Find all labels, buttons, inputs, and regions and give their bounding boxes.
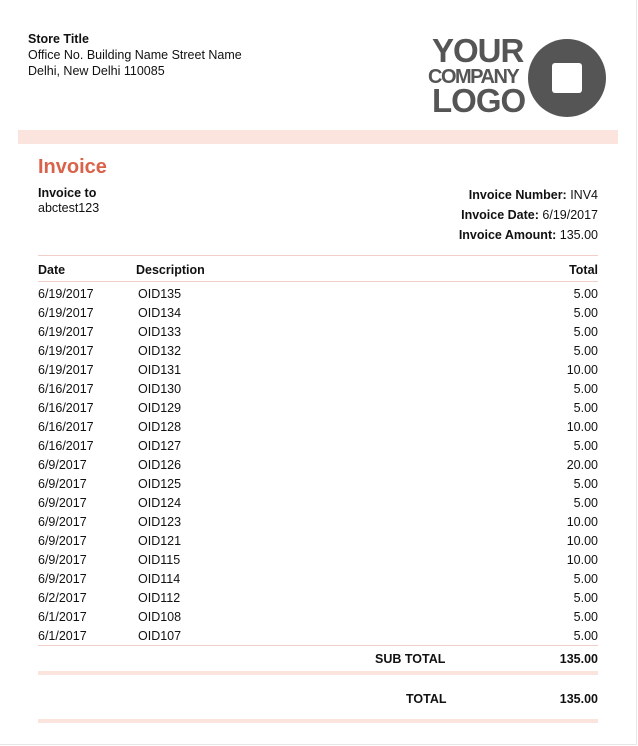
row-description: OID134 [138,306,182,320]
row-total: 5.00 [573,477,598,491]
table-row [38,439,598,458]
row-date: 6/19/2017 [38,363,94,377]
invoice-date-label: Invoice Date: [461,208,539,222]
invoice-to-label: Invoice to [38,186,97,200]
row-total: 5.00 [573,306,598,320]
row-date: 6/9/2017 [38,458,87,472]
header-band [18,130,618,144]
table-row [38,534,598,553]
table-row [38,325,598,344]
row-date: 6/19/2017 [38,287,94,301]
store-address-line2: Delhi, New Delhi 110085 [28,64,165,78]
table-row [38,458,598,477]
table-row [38,420,598,439]
row-description: OID131 [138,363,182,377]
row-total: 10.00 [566,534,598,548]
row-total: 5.00 [573,344,598,358]
subtotal-divider [38,671,598,675]
row-description: OID130 [138,382,182,396]
subtotal-label: SUB TOTAL [375,652,446,666]
invoice-number [469,188,598,202]
row-total: 5.00 [573,382,598,396]
row-description: OID115 [138,553,181,567]
row-date: 6/9/2017 [38,572,87,586]
row-description: OID124 [138,496,182,510]
row-total: 10.00 [566,553,598,567]
row-description: OID108 [138,610,182,624]
row-description: OID135 [138,287,182,301]
row-date: 6/9/2017 [38,496,87,510]
row-total: 5.00 [573,572,598,586]
row-description: OID112 [138,591,181,605]
row-date: 6/16/2017 [38,401,94,415]
invoice-to-value: abctest123 [38,201,100,215]
table-bottom-divider [38,645,598,646]
invoice-date-value: 6/19/2017 [542,208,598,222]
row-date: 6/16/2017 [38,420,94,434]
logo-circle-icon [528,39,606,117]
table-row [38,363,598,382]
invoice-line-items [38,287,598,648]
row-description: OID129 [138,401,182,415]
row-description: OID127 [138,439,182,453]
invoice-amount [459,228,598,242]
table-row [38,515,598,534]
column-header-description: Description [136,263,205,277]
row-total: 5.00 [573,496,598,510]
row-date: 6/1/2017 [38,629,87,643]
row-date: 6/19/2017 [38,325,94,339]
invoice-amount-label: Invoice Amount: [458,228,557,242]
row-description: OID123 [138,515,182,529]
table-top-divider [38,255,598,256]
row-total: 10.00 [566,515,598,529]
row-date: 6/16/2017 [38,382,94,396]
subtotal-value: 135.00 [559,652,598,666]
row-total: 5.00 [573,401,598,415]
table-row [38,306,598,325]
invoice-title: Invoice [38,156,107,178]
row-description: OID107 [138,629,182,643]
row-date: 6/9/2017 [38,477,87,491]
row-date: 6/9/2017 [38,515,87,529]
logo-text-company: COMPANY [428,66,519,88]
invoice-date [461,208,598,222]
row-total: 5.00 [573,591,598,605]
invoice-amount-value: 135.00 [559,228,598,242]
total-label: TOTAL [406,692,447,706]
row-date: 6/19/2017 [38,344,94,358]
row-total: 5.00 [573,610,598,624]
company-logo [428,32,608,119]
row-total: 5.00 [573,629,598,643]
row-description: OID125 [138,477,182,491]
column-header-date: Date [38,263,66,277]
row-description: OID133 [138,325,182,339]
table-row [38,401,598,420]
row-total: 5.00 [573,287,598,301]
column-header-total: Total [569,263,598,277]
table-row [38,382,598,401]
table-row [38,610,598,629]
row-date: 6/9/2017 [38,553,87,567]
total-divider [38,719,598,723]
row-total: 5.00 [573,439,598,453]
logo-text-your: YOUR [432,32,524,69]
row-total: 10.00 [566,420,598,434]
logo-square-icon [552,63,582,93]
logo-text-logo: LOGO [432,82,526,119]
row-description: OID132 [138,344,182,358]
store-address-block [28,31,242,79]
store-title: Store Title [28,32,89,46]
table-row [38,572,598,591]
row-description: OID114 [138,572,181,586]
invoice-number-value: INV4 [570,188,598,202]
total-value: 135.00 [559,692,598,706]
row-description: OID121 [138,534,182,548]
row-date: 6/9/2017 [38,534,87,548]
row-date: 6/19/2017 [38,306,94,320]
table-row [38,553,598,572]
row-description: OID126 [138,458,182,472]
store-address-line1: Office No. Building Name Street Name [28,48,242,62]
row-total: 20.00 [566,458,598,472]
row-total: 10.00 [566,363,598,377]
row-description: OID128 [138,420,182,434]
table-row [38,344,598,363]
invoice-number-label: Invoice Number: [468,188,567,202]
row-date: 6/16/2017 [38,439,94,453]
row-date: 6/1/2017 [38,610,87,624]
table-row [38,287,598,306]
table-row [38,477,598,496]
row-total: 5.00 [573,325,598,339]
table-header-divider [38,281,598,282]
table-row [38,496,598,515]
table-row [38,591,598,610]
row-date: 6/2/2017 [38,591,87,605]
